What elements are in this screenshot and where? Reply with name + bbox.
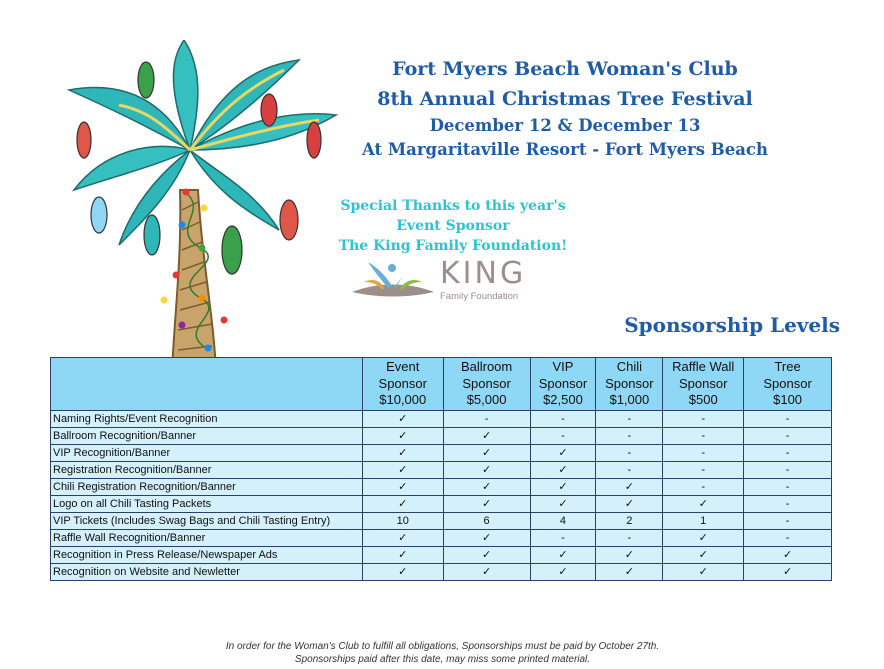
- table-row: [51, 564, 832, 581]
- logo-subtitle: Family Foundation: [440, 291, 519, 302]
- logo-wordmark: KING: [440, 256, 527, 291]
- tier-column-header: [663, 358, 744, 411]
- family-figures-icon: [348, 258, 438, 302]
- feature-cell: Recognition in Press Release/Newspaper Ads: [51, 547, 363, 564]
- benefit-cell: -: [663, 445, 744, 462]
- benefit-cell: ✓: [443, 462, 530, 479]
- benefit-cell: ✓: [362, 462, 443, 479]
- benefit-cell: ✓: [362, 445, 443, 462]
- benefit-cell: ✓: [362, 428, 443, 445]
- tier-label: Sponsor: [462, 375, 511, 391]
- tier-label: VIP: [552, 358, 574, 374]
- benefit-cell: -: [596, 428, 663, 445]
- tier-label: Event: [386, 358, 420, 374]
- tier-column-header: [596, 358, 663, 411]
- benefit-cell: -: [596, 411, 663, 428]
- sponsor-thanks: [310, 196, 596, 256]
- feature-cell: VIP Recognition/Banner: [51, 445, 363, 462]
- table-row: [51, 479, 832, 496]
- feature-cell: Registration Recognition/Banner: [51, 462, 363, 479]
- tier-price: $100: [773, 392, 803, 408]
- benefit-cell: -: [530, 530, 596, 547]
- table-row: [51, 445, 832, 462]
- event-dates: December 12 & December 13: [429, 116, 701, 135]
- benefit-cell: ✓: [663, 564, 744, 581]
- thanks-line-3: The King Family Foundation!: [338, 238, 568, 254]
- feature-cell: Chili Registration Recognition/Banner: [51, 479, 363, 496]
- benefit-cell: ✓: [530, 547, 596, 564]
- benefit-cell: ✓: [596, 479, 663, 496]
- benefit-cell: ✓: [744, 547, 832, 564]
- benefit-cell: -: [443, 411, 530, 428]
- festival-title: 8th Annual Christmas Tree Festival: [377, 88, 753, 110]
- footnote-line-1: In order for the Woman's Club to fulfill all obligations, Sponsorships must be paid by October 27th.: [225, 641, 660, 652]
- thanks-line-1: Special Thanks to this year's: [340, 198, 566, 214]
- table-row: [51, 411, 832, 428]
- sponsorship-table: [50, 357, 832, 581]
- tier-price: $2,500: [543, 392, 583, 408]
- tier-column-header: [443, 358, 530, 411]
- tier-column-header: [362, 358, 443, 411]
- benefit-cell: ✓: [596, 496, 663, 513]
- benefit-cell: 4: [530, 513, 596, 530]
- benefit-cell: ✓: [443, 547, 530, 564]
- tier-label: Tree: [774, 358, 801, 374]
- benefit-cell: -: [530, 428, 596, 445]
- tier-price: $500: [688, 392, 718, 408]
- benefit-cell: -: [744, 411, 832, 428]
- benefit-cell: ✓: [530, 496, 596, 513]
- benefit-cell: ✓: [362, 411, 443, 428]
- benefit-cell: -: [663, 479, 744, 496]
- feature-cell: VIP Tickets (Includes Swag Bags and Chili Tasting Entry): [51, 513, 363, 530]
- benefit-cell: 1: [663, 513, 744, 530]
- palm-trunk: [172, 190, 216, 372]
- benefit-cell: ✓: [663, 496, 744, 513]
- benefit-cell: 6: [443, 513, 530, 530]
- table-row: [51, 462, 832, 479]
- tier-price: $5,000: [466, 392, 507, 408]
- benefit-cell: ✓: [663, 547, 744, 564]
- benefit-cell: ✓: [596, 547, 663, 564]
- club-name: Fort Myers Beach Woman's Club: [392, 58, 738, 80]
- event-location: At Margaritaville Resort - Fort Myers Beach: [362, 140, 768, 159]
- payment-footnote: [120, 640, 765, 666]
- benefit-cell: ✓: [530, 445, 596, 462]
- benefit-cell: ✓: [362, 547, 443, 564]
- benefit-cell: -: [744, 513, 832, 530]
- benefit-cell: -: [744, 496, 832, 513]
- feature-cell: Raffle Wall Recognition/Banner: [51, 530, 363, 547]
- footnote-line-2: Sponsorships paid after this date, may miss some printed material.: [294, 654, 591, 665]
- tier-label: Chili: [616, 358, 642, 374]
- thanks-line-2: Event Sponsor: [396, 218, 510, 234]
- tier-label: Sponsor: [378, 375, 427, 391]
- benefit-cell: ✓: [443, 428, 530, 445]
- feature-cell: Ballroom Recognition/Banner: [51, 428, 363, 445]
- benefit-cell: -: [663, 428, 744, 445]
- benefit-cell: ✓: [443, 445, 530, 462]
- benefit-cell: ✓: [362, 479, 443, 496]
- benefit-cell: ✓: [530, 564, 596, 581]
- benefit-cell: -: [744, 530, 832, 547]
- tier-label: Sponsor: [763, 375, 812, 391]
- tier-label: Sponsor: [679, 375, 728, 391]
- benefit-cell: ✓: [530, 462, 596, 479]
- tier-label: Ballroom: [460, 358, 513, 374]
- benefit-cell: ✓: [530, 479, 596, 496]
- feature-cell: Recognition on Website and Newletter: [51, 564, 363, 581]
- feature-column-header: [51, 358, 363, 411]
- benefit-cell: -: [744, 479, 832, 496]
- benefit-cell: 2: [596, 513, 663, 530]
- benefit-cell: -: [744, 445, 832, 462]
- tier-price: $10,000: [379, 392, 427, 408]
- table-row: [51, 496, 832, 513]
- feature-cell: Logo on all Chili Tasting Packets: [51, 496, 363, 513]
- benefit-cell: -: [596, 462, 663, 479]
- table-header-row: [51, 358, 832, 411]
- table-row: [51, 428, 832, 445]
- benefit-cell: ✓: [596, 564, 663, 581]
- benefit-cell: -: [530, 411, 596, 428]
- benefit-cell: ✓: [443, 530, 530, 547]
- benefit-cell: -: [744, 428, 832, 445]
- tier-column-header: [530, 358, 596, 411]
- benefit-cell: 10: [362, 513, 443, 530]
- tier-label: Sponsor: [538, 375, 588, 391]
- benefit-cell: ✓: [443, 479, 530, 496]
- tier-label: Sponsor: [605, 375, 654, 391]
- benefit-cell: ✓: [362, 564, 443, 581]
- benefit-cell: ✓: [443, 496, 530, 513]
- benefit-cell: -: [596, 445, 663, 462]
- tier-price: $1,000: [609, 392, 650, 408]
- benefit-cell: -: [663, 411, 744, 428]
- benefit-cell: -: [663, 462, 744, 479]
- tier-column-header: [744, 358, 832, 411]
- feature-cell: Naming Rights/Event Recognition: [51, 411, 363, 428]
- table-body: [51, 411, 832, 581]
- sponsorship-levels-title: Sponsorship Levels: [624, 313, 840, 337]
- event-header: [300, 54, 830, 162]
- benefit-cell: -: [744, 462, 832, 479]
- tier-label: Raffle Wall: [672, 358, 735, 374]
- benefit-cell: ✓: [362, 496, 443, 513]
- benefit-cell: ✓: [443, 564, 530, 581]
- table-row: [51, 513, 832, 530]
- benefit-cell: ✓: [744, 564, 832, 581]
- benefit-cell: -: [596, 530, 663, 547]
- table-row: [51, 530, 832, 547]
- table-row: [51, 547, 832, 564]
- benefit-cell: ✓: [362, 530, 443, 547]
- king-foundation-logo: [348, 258, 548, 304]
- benefit-cell: ✓: [663, 530, 744, 547]
